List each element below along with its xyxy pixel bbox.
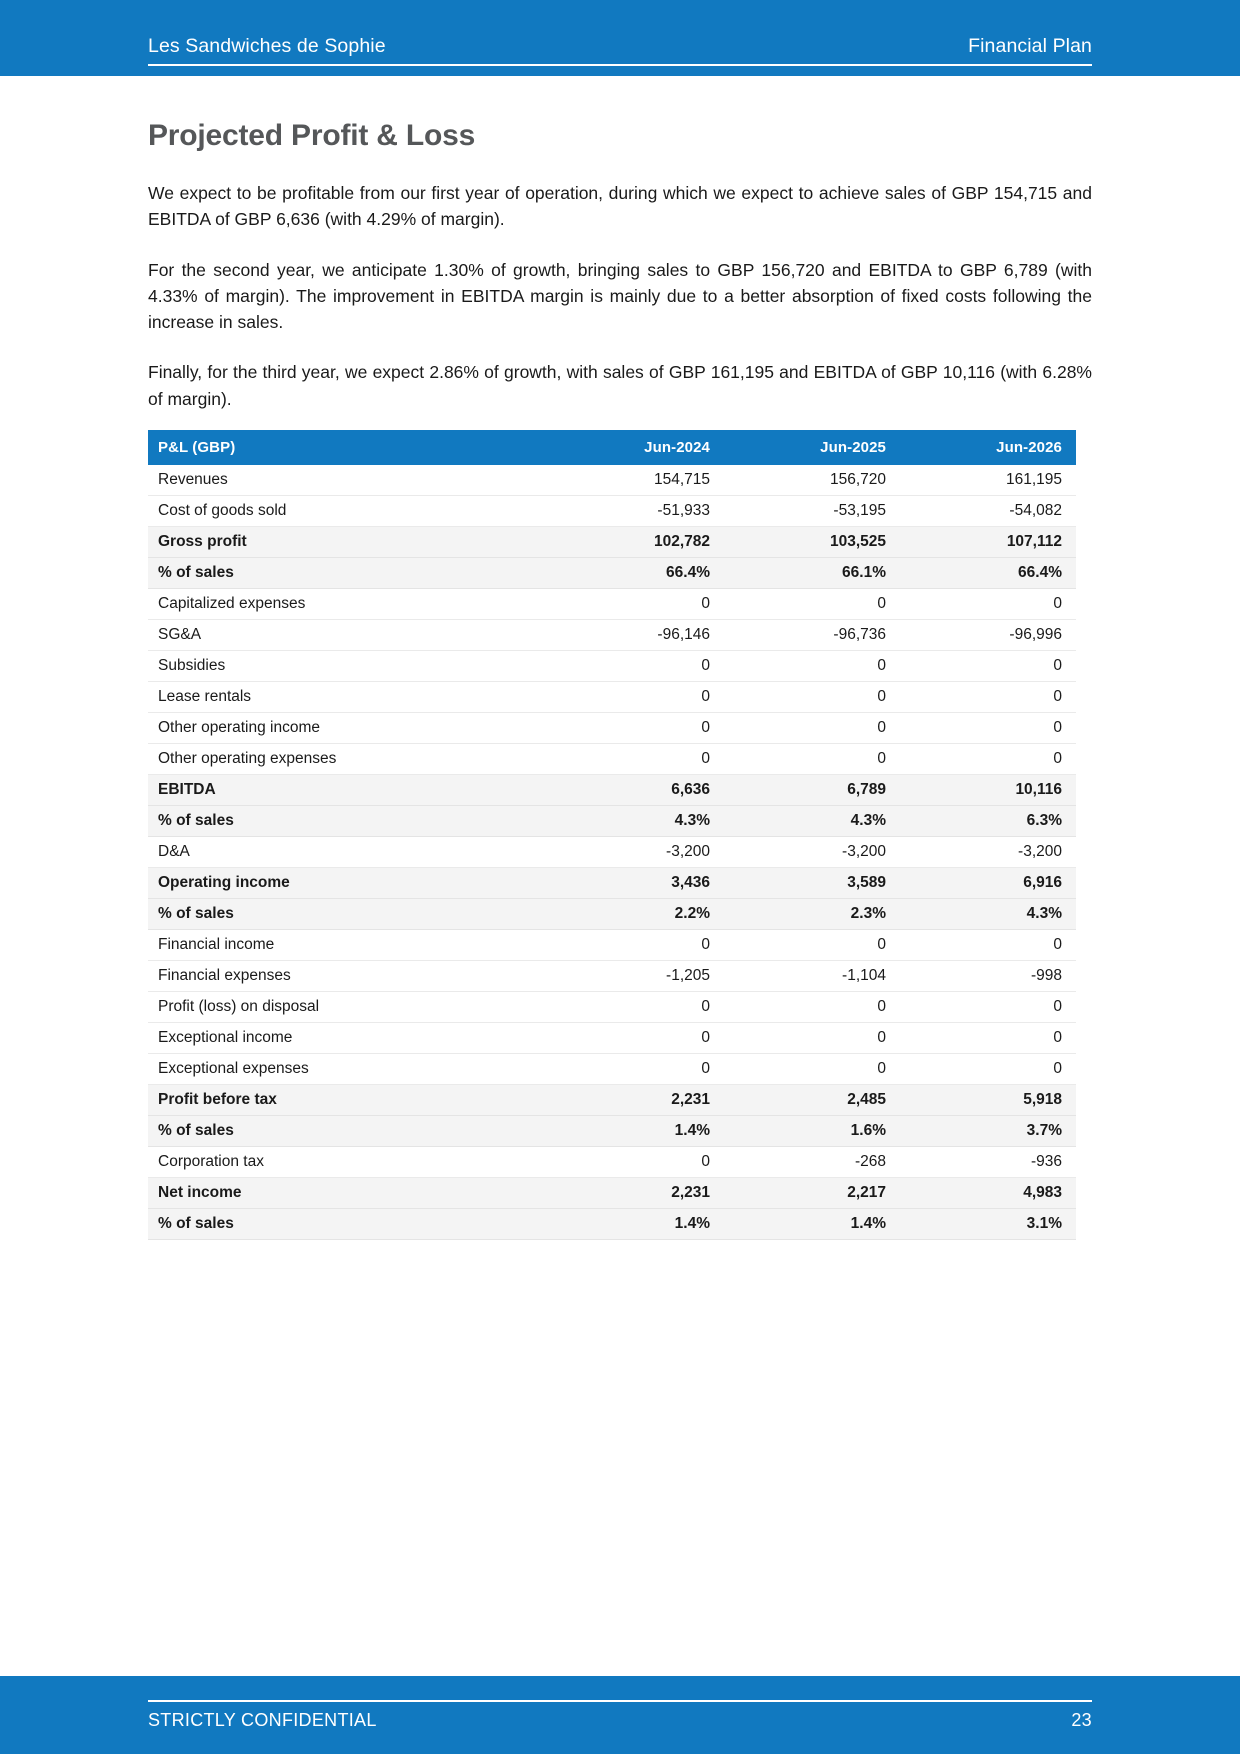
row-value: -3,200 xyxy=(900,836,1076,867)
row-value: -1,205 xyxy=(548,960,724,991)
row-value: 0 xyxy=(900,929,1076,960)
row-value: 6.3% xyxy=(900,805,1076,836)
intro-paragraph-3: Finally, for the third year, we expect 2.86% of growth, with sales of GBP 161,195 and EBITDA of GBP 10,116 (with 6.28% of margin). xyxy=(148,362,1092,409)
row-value: 0 xyxy=(900,743,1076,774)
profit-and-loss-table xyxy=(148,430,1076,1240)
row-value: 10,116 xyxy=(900,774,1076,805)
intro-paragraph-1: We expect to be profitable from our first year of operation, during which we expect to achieve sales of GBP 154,715 and EBITDA of GBP 6,636 (with 4.29% of margin). xyxy=(148,183,1092,230)
row-value: -1,104 xyxy=(724,960,900,991)
column-header-jun-2025: Jun-2025 xyxy=(724,430,900,465)
row-label: Revenues xyxy=(148,465,548,496)
row-value: 66.4% xyxy=(548,557,724,588)
page-header-content xyxy=(148,35,1092,66)
row-value: -96,996 xyxy=(900,619,1076,650)
row-value: 0 xyxy=(724,1022,900,1053)
row-value: 0 xyxy=(900,712,1076,743)
row-value: 4,983 xyxy=(900,1177,1076,1208)
row-value: 154,715 xyxy=(548,465,724,496)
row-label: Other operating expenses xyxy=(148,743,548,774)
table-row xyxy=(148,712,1076,743)
row-label: Exceptional income xyxy=(148,1022,548,1053)
row-value: 66.1% xyxy=(724,557,900,588)
column-header-jun-2024: Jun-2024 xyxy=(548,430,724,465)
row-label: Corporation tax xyxy=(148,1146,548,1177)
row-value: 103,525 xyxy=(724,526,900,557)
page-footer xyxy=(0,1676,1240,1754)
row-value: 0 xyxy=(724,712,900,743)
row-value: 4.3% xyxy=(548,805,724,836)
row-label: % of sales xyxy=(148,1115,548,1146)
row-label: % of sales xyxy=(148,898,548,929)
row-value: 6,789 xyxy=(724,774,900,805)
row-value: 0 xyxy=(548,743,724,774)
row-value: -96,736 xyxy=(724,619,900,650)
row-value: 0 xyxy=(548,1053,724,1084)
row-value: 1.4% xyxy=(548,1115,724,1146)
table-row xyxy=(148,898,1076,929)
table-row xyxy=(148,836,1076,867)
footer-page-number: 23 xyxy=(1071,1710,1092,1730)
page-header xyxy=(0,0,1240,76)
row-value: 0 xyxy=(900,991,1076,1022)
row-label: % of sales xyxy=(148,557,548,588)
row-value: 3,436 xyxy=(548,867,724,898)
table-row xyxy=(148,557,1076,588)
row-value: 2,485 xyxy=(724,1084,900,1115)
row-value: -936 xyxy=(900,1146,1076,1177)
row-label: Lease rentals xyxy=(148,681,548,712)
row-value: -998 xyxy=(900,960,1076,991)
row-value: 0 xyxy=(724,1053,900,1084)
row-label: Net income xyxy=(148,1177,548,1208)
row-value: 0 xyxy=(900,650,1076,681)
row-value: 0 xyxy=(548,650,724,681)
table-row xyxy=(148,867,1076,898)
table-row xyxy=(148,805,1076,836)
table-body xyxy=(148,465,1076,1240)
row-label: Financial income xyxy=(148,929,548,960)
row-value: 0 xyxy=(900,588,1076,619)
row-value: 161,195 xyxy=(900,465,1076,496)
table-row xyxy=(148,1084,1076,1115)
row-value: -3,200 xyxy=(724,836,900,867)
row-label: Subsidies xyxy=(148,650,548,681)
row-value: 1.4% xyxy=(548,1208,724,1239)
table-row xyxy=(148,650,1076,681)
row-label: % of sales xyxy=(148,805,548,836)
column-header-label: P&L (GBP) xyxy=(148,430,548,465)
table-row xyxy=(148,774,1076,805)
row-label: Capitalized expenses xyxy=(148,588,548,619)
table-header xyxy=(148,430,1076,465)
row-value: -53,195 xyxy=(724,495,900,526)
row-label: Financial expenses xyxy=(148,960,548,991)
header-company-name: Les Sandwiches de Sophie xyxy=(148,34,386,57)
row-value: -96,146 xyxy=(548,619,724,650)
row-value: -51,933 xyxy=(548,495,724,526)
row-value: 0 xyxy=(724,588,900,619)
row-value: 107,112 xyxy=(900,526,1076,557)
header-document-title: Financial Plan xyxy=(968,34,1092,57)
row-value: 2.3% xyxy=(724,898,900,929)
row-value: -3,200 xyxy=(548,836,724,867)
row-value: 0 xyxy=(900,1022,1076,1053)
table-row xyxy=(148,681,1076,712)
table-row xyxy=(148,991,1076,1022)
row-value: 0 xyxy=(724,929,900,960)
row-label: EBITDA xyxy=(148,774,548,805)
row-value: 0 xyxy=(548,712,724,743)
row-value: 3.1% xyxy=(900,1208,1076,1239)
row-value: 0 xyxy=(724,650,900,681)
row-value: 0 xyxy=(900,681,1076,712)
row-label: Cost of goods sold xyxy=(148,495,548,526)
row-value: 2,231 xyxy=(548,1084,724,1115)
row-value: 102,782 xyxy=(548,526,724,557)
table-header-row xyxy=(148,430,1076,465)
table-row xyxy=(148,1053,1076,1084)
row-label: SG&A xyxy=(148,619,548,650)
row-value: 66.4% xyxy=(900,557,1076,588)
table-row xyxy=(148,495,1076,526)
row-value: 1.4% xyxy=(724,1208,900,1239)
row-label: Operating income xyxy=(148,867,548,898)
table-row xyxy=(148,1177,1076,1208)
row-label: D&A xyxy=(148,836,548,867)
row-value: -54,082 xyxy=(900,495,1076,526)
table-row xyxy=(148,1146,1076,1177)
row-value: 2.2% xyxy=(548,898,724,929)
table-row xyxy=(148,1208,1076,1239)
row-value: 0 xyxy=(724,743,900,774)
row-label: Gross profit xyxy=(148,526,548,557)
row-value: 0 xyxy=(548,588,724,619)
row-value: 0 xyxy=(724,991,900,1022)
page-title: Projected Profit & Loss xyxy=(148,119,476,152)
table-row xyxy=(148,619,1076,650)
row-value: 4.3% xyxy=(724,805,900,836)
table-row xyxy=(148,465,1076,496)
footer-confidentiality-notice: STRICTLY CONFIDENTIAL xyxy=(148,1710,377,1730)
intro-paragraph-2: For the second year, we anticipate 1.30% of growth, bringing sales to GBP 156,720 and EBITDA to GBP 6,789 (with 4.33% of margin). The improvement in EBITDA margin is mainly due to a better absorption of fixed costs following the increase in sales. xyxy=(148,259,1092,332)
row-value: 0 xyxy=(548,681,724,712)
row-value: 2,217 xyxy=(724,1177,900,1208)
page-footer-content xyxy=(148,1700,1092,1732)
table-row xyxy=(148,743,1076,774)
row-value: 4.3% xyxy=(900,898,1076,929)
row-value: 6,916 xyxy=(900,867,1076,898)
row-value: 0 xyxy=(548,991,724,1022)
row-value: -268 xyxy=(724,1146,900,1177)
table-row xyxy=(148,1115,1076,1146)
row-label: Profit before tax xyxy=(148,1084,548,1115)
row-value: 0 xyxy=(548,929,724,960)
row-label: Profit (loss) on disposal xyxy=(148,991,548,1022)
table-row xyxy=(148,526,1076,557)
row-value: 0 xyxy=(548,1022,724,1053)
row-value: 156,720 xyxy=(724,465,900,496)
table-row xyxy=(148,588,1076,619)
row-value: 2,231 xyxy=(548,1177,724,1208)
row-value: 3.7% xyxy=(900,1115,1076,1146)
row-value: 0 xyxy=(900,1053,1076,1084)
document-content xyxy=(148,76,1092,1240)
row-value: 3,589 xyxy=(724,867,900,898)
row-value: 5,918 xyxy=(900,1084,1076,1115)
row-value: 0 xyxy=(548,1146,724,1177)
row-value: 0 xyxy=(724,681,900,712)
table-row xyxy=(148,1022,1076,1053)
row-value: 1.6% xyxy=(724,1115,900,1146)
table-row xyxy=(148,929,1076,960)
table-row xyxy=(148,960,1076,991)
row-label: Exceptional expenses xyxy=(148,1053,548,1084)
row-label: Other operating income xyxy=(148,712,548,743)
column-header-jun-2026: Jun-2026 xyxy=(900,430,1076,465)
row-value: 6,636 xyxy=(548,774,724,805)
row-label: % of sales xyxy=(148,1208,548,1239)
